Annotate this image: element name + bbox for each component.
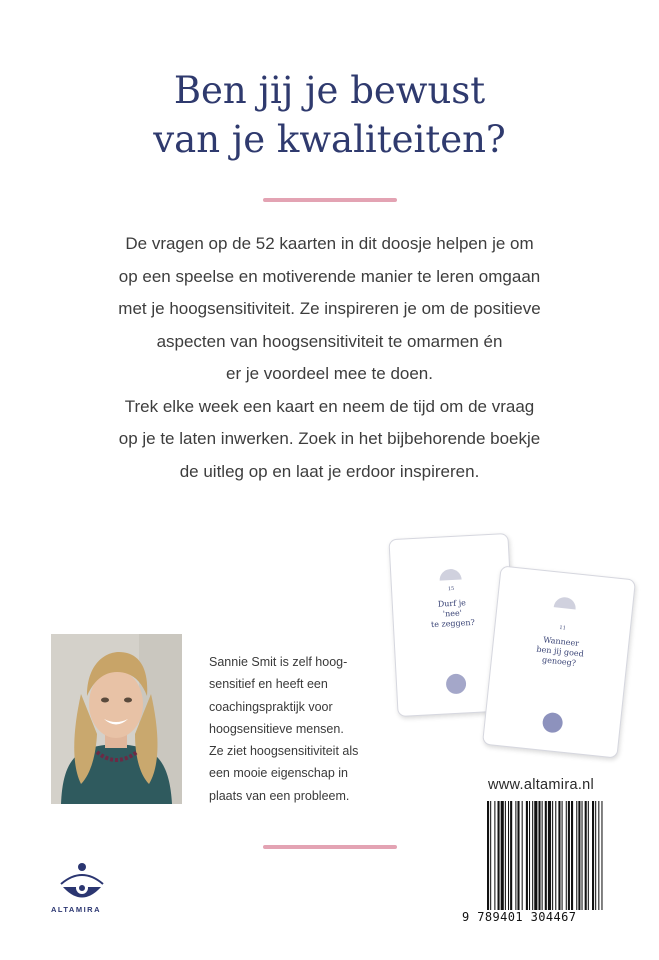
- divider-bottom: [263, 845, 397, 849]
- isbn-number: 9 789401 304467: [462, 910, 577, 924]
- card-question: [492, 630, 628, 674]
- barcode-bar: [542, 801, 543, 910]
- barcode-bar: [585, 801, 587, 910]
- intro-line: de uitleg op en laat je erdoor inspireren.: [179, 461, 480, 481]
- author-bio: [209, 651, 439, 807]
- barcode-bar: [571, 801, 573, 910]
- barcode-bar: [526, 801, 528, 910]
- card-question-line: te zeggen?: [430, 617, 476, 630]
- author-bio-line: Ze ziet hoogsensitiviteit als: [209, 744, 359, 759]
- barcode-bar: [566, 801, 567, 910]
- card-question-line: Wanneer: [542, 635, 580, 648]
- barcode-bar: [558, 801, 560, 910]
- barcode-bar: [515, 801, 516, 910]
- barcode-bar: [505, 801, 506, 910]
- card-question-line: 'nee': [442, 608, 463, 619]
- intro-line: met je hoogsensitiviteit. Ze inspireren je om de positieve: [118, 299, 541, 318]
- card-number: 11: [559, 624, 567, 632]
- card-number: 15: [447, 585, 455, 593]
- author-bio-line: coachingspraktijk voor: [209, 699, 333, 714]
- barcode-bar: [545, 801, 547, 910]
- barcode-bar: [490, 801, 491, 910]
- author-photo-illustration: [51, 634, 182, 804]
- author-bio-line: Sannie Smit is zelf hoog-: [209, 655, 348, 669]
- barcode-bar: [517, 801, 519, 910]
- card-question-line: ben jij goed: [536, 644, 585, 659]
- intro-text: [30, 228, 629, 488]
- author-bio-line: plaats van een probleem.: [209, 788, 350, 803]
- author-bio-line: hoogsensitieve mensen.: [209, 721, 344, 736]
- barcode-bar: [592, 801, 594, 910]
- barcode-bar: [582, 801, 583, 910]
- barcode-bar: [498, 801, 500, 910]
- publisher-name: ALTAMIRA: [50, 905, 102, 914]
- half-moon-icon: [554, 596, 577, 609]
- barcode-bar: [598, 801, 599, 910]
- barcode-bar: [568, 801, 570, 910]
- barcode-bar: [555, 801, 556, 910]
- divider-top: [263, 198, 397, 202]
- author-photo: [51, 634, 182, 804]
- author-bio-line: sensitief en heeft een: [209, 677, 328, 692]
- barcode-bar: [522, 801, 523, 910]
- author-bio-line: een mooie eigenschap in: [209, 766, 348, 781]
- intro-line: er je voordeel mee te doen.: [226, 364, 433, 383]
- barcode-bar: [552, 801, 553, 910]
- barcode-bar: [510, 801, 512, 910]
- barcode-bar: [532, 801, 533, 910]
- barcode-bar: [548, 801, 551, 910]
- barcode-bar: [595, 801, 596, 910]
- barcode-bar: [529, 801, 530, 910]
- barcode-bar: [501, 801, 504, 910]
- half-moon-icon: [439, 569, 462, 581]
- website-url: www.altamira.nl: [488, 777, 595, 793]
- intro-line: op een speelse en motiverende manier te leren omgaan: [118, 266, 541, 286]
- question-card: [482, 565, 636, 758]
- intro-line: De vragen op de 52 kaarten in dit doosje helpen je om: [125, 234, 534, 253]
- barcode-bar: [578, 801, 580, 910]
- intro-line: aspecten van hoogsensitiviteit te omarmen én: [156, 331, 503, 351]
- heading-line: van je kwaliteiten?: [153, 118, 506, 161]
- intro-line: op je te laten inwerken. Zoek in het bijbehorende boekje: [118, 429, 541, 448]
- barcode-bar: [562, 801, 563, 910]
- barcode-bar: [534, 801, 537, 910]
- heading-line: Ben jij je bewust: [173, 69, 486, 112]
- circle-icon: [542, 712, 564, 734]
- barcode-bar: [494, 801, 495, 910]
- circle-icon: [446, 673, 467, 694]
- barcode-bar: [576, 801, 577, 910]
- barcode: [486, 801, 628, 910]
- card-question-line: genoeg?: [541, 655, 577, 668]
- card-question-line: Durf je: [437, 598, 467, 609]
- barcode-bar: [487, 801, 489, 910]
- heading: [0, 66, 659, 164]
- intro-line: Trek elke week een kaart en neem de tijd om de vraag: [124, 396, 535, 416]
- barcode-bar: [538, 801, 540, 910]
- barcode-bar: [601, 801, 602, 910]
- barcode-bar: [508, 801, 509, 910]
- barcode-bar: [588, 801, 589, 910]
